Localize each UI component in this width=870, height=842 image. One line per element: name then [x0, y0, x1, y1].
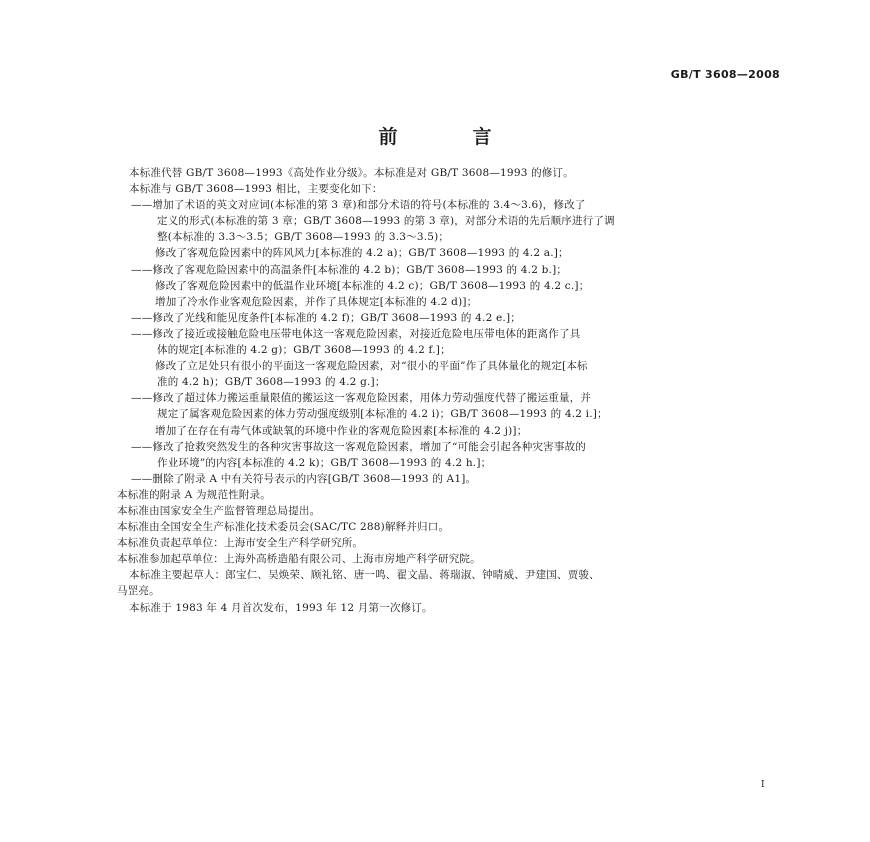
text-line: 定义的形式(本标准的第 3 章；GB/T 3608—1993 的第 3 章)，对部分术语的先后顺序进行了调	[157, 215, 615, 228]
text-line: ——修改了接近或接触危险电压带电体这一客观危险因素，对接近危险电压带电体的距离作了具	[131, 327, 581, 340]
foreword-body	[117, 165, 777, 616]
text-line: ——修改了客观危险因素中的高温条件[本标准的 4.2 b)；GB/T 3608—1993 的 4.2 b.]；	[131, 263, 568, 276]
text-line: 本标准由全国安全生产标准化技术委员会(SAC/TC 288)解释并归口。	[117, 521, 450, 534]
text-line: 本标准于 1983 年 4 月首次发布，1993 年 12 月第一次修订。	[129, 601, 433, 614]
text-line: ——增加了术语的英文对应词(本标准的第 3 章)和部分术语的符号(本标准的 3.4～3.6)，修改了	[131, 199, 586, 212]
standard-code: GB/T 3608—2008	[670, 68, 780, 81]
text-line: 马罡亮。	[117, 585, 160, 598]
text-line: 修改了客观危险因素中的低温作业环境[本标准的 4.2 c)；GB/T 3608—1993 的 4.2 c.]；	[155, 279, 590, 292]
page-number: I	[761, 780, 765, 790]
text-line: 规定了属客观危险因素的体力劳动强度级别[本标准的 4.2 i)；GB/T 3608—1993 的 4.2 i.]；	[157, 408, 608, 421]
text-line: 本标准与 GB/T 3608—1993 相比，主要变化如下：	[129, 183, 383, 196]
text-line: 本标准的附录 A 为规范性附录。	[117, 488, 271, 501]
text-line: 本标准参加起草单位：上海外高桥造船有限公司、上海市房地产科学研究院。	[117, 553, 481, 566]
text-line: 本标准由国家安全生产监督管理总局提出。	[117, 504, 321, 517]
text-line: 整(本标准的 3.3～3.5；GB/T 3608—1993 的 3.3～3.5)；	[157, 231, 450, 244]
text-line: 本标准主要起草人：郎宝仁、吴焕荣、顾礼铭、唐一鸣、翟文晶、蒋瑞淑、钟晴威、尹建国、贾骏、	[129, 569, 600, 582]
text-line: ——删除了附录 A 中有关符号表示的内容[GB/T 3608—1993 的 A1]。	[131, 472, 477, 485]
text-line: 增加了冷水作业客观危险因素，并作了具体规定[本标准的 4.2 d)]；	[155, 295, 478, 308]
text-line: 作业环境”的内容[本标准的 4.2 k)；GB/T 3608—1993 的 4.2 h.]；	[157, 456, 492, 469]
text-line: 本标准负责起草单位：上海市安全生产科学研究所。	[117, 537, 364, 550]
text-line: 修改了立足处只有很小的平面这一客观危险因素，对“很小的平面”作了具体量化的规定[本标	[155, 360, 588, 373]
text-line: 准的 4.2 h)；GB/T 3608—1993 的 4.2 g.]；	[157, 376, 386, 389]
text-line: 体的规定[本标准的 4.2 g)；GB/T 3608—1993 的 4.2 f.]；	[157, 344, 451, 357]
text-line: ——修改了超过体力搬运重量限值的搬运这一客观危险因素，用体力劳动强度代替了搬运重量，并	[131, 392, 592, 405]
text-line: ——修改了抢救突然发生的各种灾害事故这一客观危险因素，增加了“可能会引起各种灾害事故的	[131, 440, 586, 453]
text-line: 本标准代替 GB/T 3608—1993《高处作业分级》。本标准是对 GB/T 3608—1993 的修订。	[129, 167, 574, 179]
page-title: 前 言	[378, 126, 520, 148]
text-line: ——修改了光线和能见度条件[本标准的 4.2 f)；GB/T 3608—1993 的 4.2 e.]；	[131, 311, 521, 324]
text-line: 增加了在存在有毒气体或缺氧的环境中作业的客观危险因素[本标准的 4.2 j)]；	[155, 424, 528, 437]
text-line: 修改了客观危险因素中的阵风风力[本标准的 4.2 a)；GB/T 3608—1993 的 4.2 a.]；	[155, 247, 569, 260]
